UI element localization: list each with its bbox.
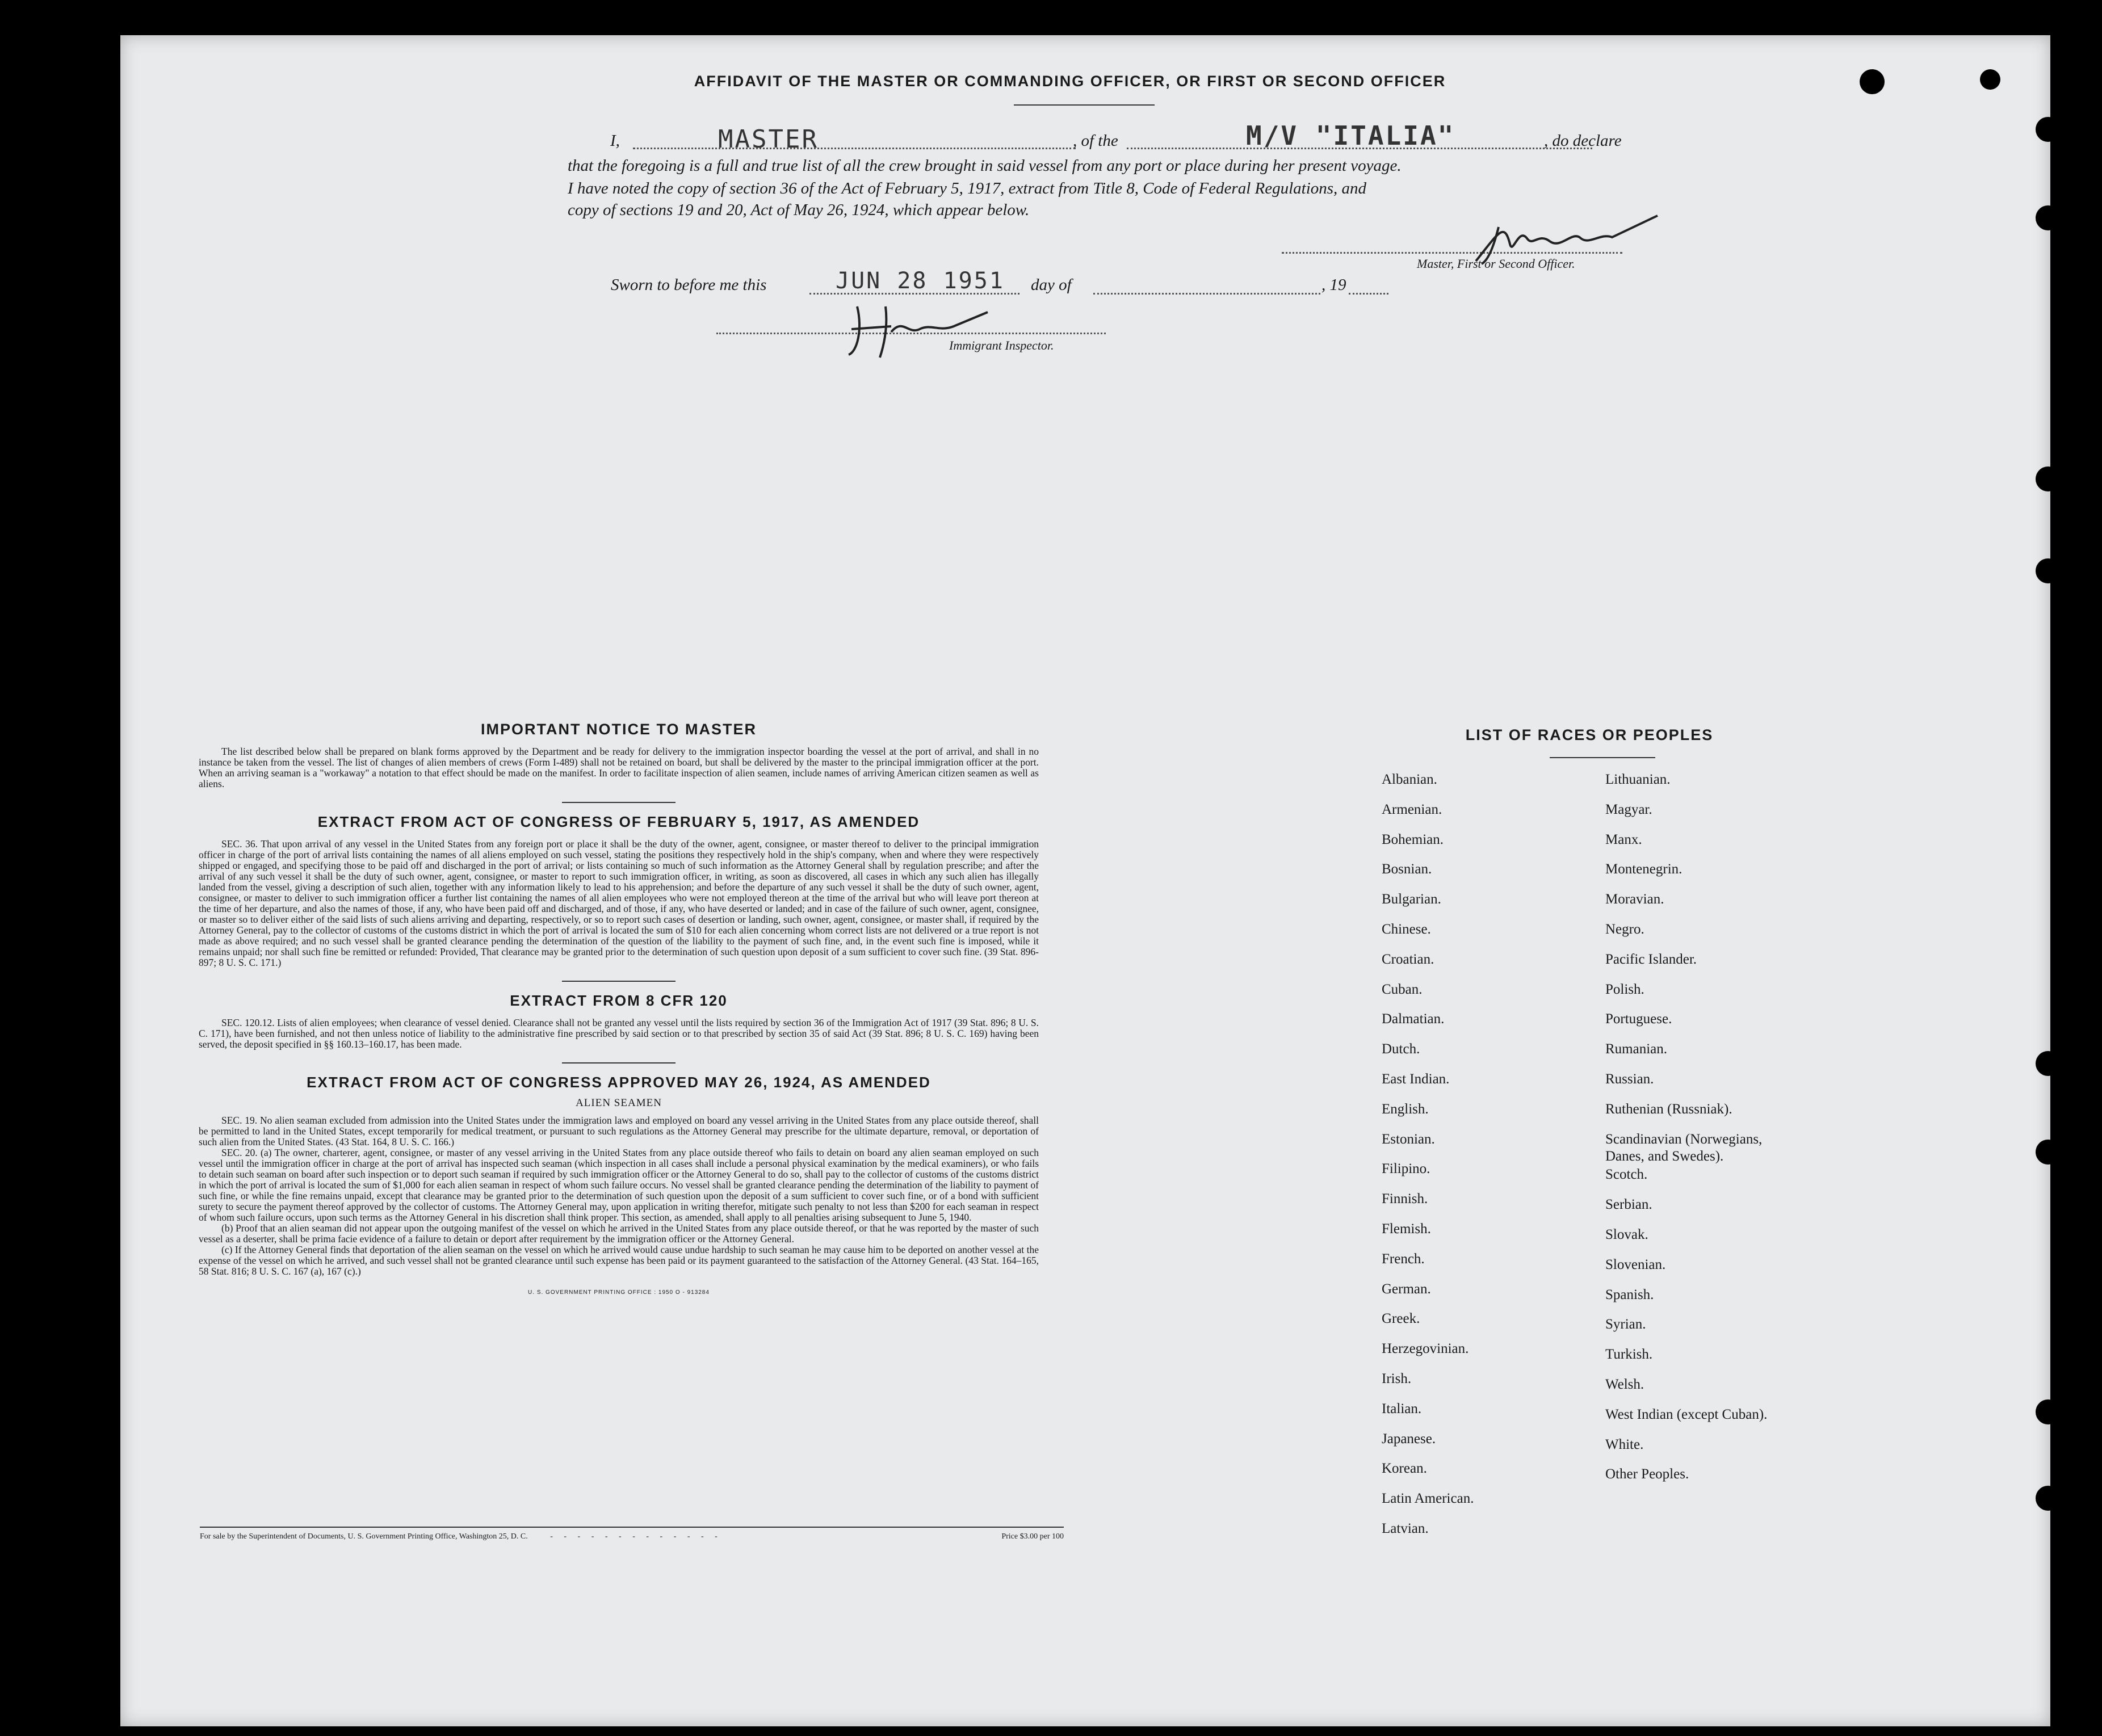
race-list-item: Italian. [1382,1401,1422,1416]
race-list-item: Albanian. [1382,772,1437,787]
race-list-item: Scotch. [1605,1167,1648,1182]
divider [562,802,676,803]
extract-1917-text: SEC. 36. That upon arrival of any vessel in the United States from any foreign port or place it shall be the duty of the owner, agent, consignee, or master thereof to deliver to the principal immigration officer in charge of the port of arrival lists containing the names of all aliens employed on such vessel, stating the positions they respectively hold in the ship's company, when and where they were respectively shipped or engaged, and specifying those to be paid off and discharged in the port of arrival; or lists containing so much of such information as the Attorney General shall by regulation prescribe; and after the arrival of any such vessel it shall be the duty of such owner, agent, consignee, or master to report to such immigration officer, in writing, as soon as discovered, all cases in which any such alien has illegally landed from the vessel, giving a description of such alien, together with any information likely to lead to his apprehension; and before the departure of any such vessel it shall be the duty of such owner, agent, consignee, or master to deliver to such immigration officer a further list containing the names of all alien employees who were not employed thereon at the time of the arrival but who will leave port thereon at the time of her departure, and also the names of those, if any, who have been paid off and discharged, and of those, if any, who have deserted or landed; and in case of the failure of such owner, agent, consignee, or master so to deliver either of the said lists of such aliens arriving and departing, respectively, or so to report such cases of desertion or landing, such owner, agent, consignee, or master shall, if required by the Attorney General, pay to the collector of customs of the customs district in which the port of arrival is located the sum of $10 for each alien concerning whom correct lists are not delivered or a true report is not made as above required; and no such vessel shall be granted clearance pending the determination of the question of the liability to the payment of such fine, and, in the event such fine is imposed, while it remains unpaid; nor shall such fine be remitted or refunded: Provided, That clearance may be granted prior to the determination of such question upon deposit of a sum sufficient to cover such fine. (39 Stat. 896-897; 8 U. S. C. 171.) [199,838,1039,968]
race-list-item: Dalmatian. [1382,1011,1445,1027]
race-list-item: Latin American. [1382,1491,1474,1506]
punch-hole [2036,558,2061,583]
race-list-item: Filipino. [1382,1161,1430,1176]
notices-column [199,721,1039,1296]
extract-1924-sec19: SEC. 19. No alien seaman excluded from admission into the United States under the immigration laws and employed on board any vessel arriving in the United States from any place outside thereof, shall be permitted to land in the United States, except temporarily for medical treatment, or pursuant to such regulations as the Attorney General may prescribe for the ultimate departure, removal, or deportation of such alien from the United States. (43 Stat. 164, 8 U. S. C. 166.) [199,1115,1039,1147]
race-list-item: Portuguese. [1605,1011,1672,1027]
of-the-label: , of the [1073,132,1118,150]
race-list-item: Montenegrin. [1605,861,1683,877]
race-list-item: Bohemian. [1382,832,1444,847]
race-list-item: Ruthenian (Russniak). [1605,1102,1732,1117]
races-left-column [1382,772,1597,1544]
divider [562,981,676,982]
race-list-item: Armenian. [1382,802,1442,817]
races-right-column [1605,772,1844,1544]
vessel-value: M/V "ITALIA" [1246,120,1455,151]
divider [1550,757,1655,758]
punch-hole [1980,69,2000,90]
do-declare-label: , do declare [1544,132,1622,150]
inspector-signature [840,295,993,363]
race-list-item: Bosnian. [1382,861,1432,877]
race-list-item: Dutch. [1382,1041,1420,1057]
sworn-prefix: Sworn to before me this [611,276,767,294]
punch-hole [2036,117,2061,142]
race-list-item: Spanish. [1605,1287,1654,1302]
race-list-item: Polish. [1605,982,1644,997]
affidavit-i: I, [610,132,620,150]
divider [562,1062,676,1064]
race-list-item: Slovak. [1605,1227,1648,1242]
race-list-item: Moravian. [1605,892,1664,907]
race-list-item: Latvian. [1382,1521,1429,1536]
extract-1924-title: EXTRACT FROM ACT OF CONGRESS APPROVED MAY 26, 1924, AS AMENDED [307,1074,931,1091]
divider [1014,104,1155,106]
race-list-item: Croatian. [1382,952,1434,967]
races-title: LIST OF RACES OR PEOPLES [1465,726,1714,743]
race-list-item: Scandinavian (Norwegians, [1605,1132,1763,1147]
race-list-item: Slovenian. [1605,1257,1666,1272]
race-list-item: Manx. [1605,832,1642,847]
race-list-item: Danes, and Swedes). [1605,1149,1724,1164]
affidavit-line-1 [610,120,1638,154]
day-of-label: day of [1031,276,1072,294]
price-text: Price $3.00 per 100 [1001,1532,1064,1541]
footer-dashes: - - - - - - - - - - - - - [550,1532,722,1541]
affidavit-title: AFFIDAVIT OF THE MASTER OR COMMANDING OFFICER, OR FIRST OR SECOND OFFICER [694,73,1446,90]
name-value: MASTER [718,125,819,154]
race-list-item: Magyar. [1605,802,1652,817]
race-list-item: Syrian. [1605,1317,1646,1332]
year-prefix: , 19 [1321,276,1346,294]
race-list-item: Finnish. [1382,1191,1428,1207]
race-list-item: Rumanian. [1605,1041,1668,1057]
extract-1924-sec20b: (b) Proof that an alien seaman did not appear upon the outgoing manifest of the vessel on which he arrived in the United States from any place outside thereof, or that he was reported by the master of such vessel as a deserter, shall be prima facie evidence of a failure to detain or deport after requirement by the immigration officer or the Attorney General. [199,1222,1039,1245]
notice-title: IMPORTANT NOTICE TO MASTER [481,721,757,738]
extract-cfr-title: EXTRACT FROM 8 CFR 120 [510,992,728,1009]
punch-hole [2036,205,2061,230]
footer-rule [200,1527,1064,1528]
gpo-imprint: U. S. GOVERNMENT PRINTING OFFICE : 1950 O - 913284 [528,1289,710,1296]
footer-line [200,1532,1064,1541]
extract-cfr-text: SEC. 120.12. Lists of alien employees; when clearance of vessel denied. Clearance shall not be granted any vessel until the lists required by section 36 of the Immigration Act of 1917 (39 Stat. 896; 8 U. S. C. 171), have been furnished, and not then unless notice of liability to the administrative fine prescribed by said section or to that prescribed by section 35 of said Act (39 Stat. 896; 8 U. S. C. 169) having been served, the deposit specified in §§ 160.13–160.17, has been made. [199,1017,1039,1050]
race-list-item: Cuban. [1382,982,1423,997]
race-list-item: French. [1382,1251,1425,1267]
race-list-item: Chinese. [1382,922,1431,937]
race-list-item: Bulgarian. [1382,892,1441,907]
race-list-item: Estonian. [1382,1132,1435,1147]
race-list-item: German. [1382,1281,1431,1297]
affidavit-line-2: that the foregoing is a full and true list of all the crew brought in said vessel from any port or place during her present voyage. [568,157,1402,175]
race-list-item: Japanese. [1382,1431,1436,1447]
affidavit-line-3: I have noted the copy of section 36 of the Act of February 5, 1917, extract from Title 8, Code of Federal Regulations, and [568,179,1367,197]
extract-1924-sec20a: SEC. 20. (a) The owner, charterer, agent, consignee, or master of any vessel arriving in the United States from any place outside thereof who fails to detain on board any alien seaman employed on such vessel until the immigration officer in charge at the port of arrival has inspected such seaman (which inspection in all cases shall include a personal physical examination by the medical examiners), or who fails to detain such seaman on board after such inspection or to deport such seaman if required by such immigration officer or the Attorney General to do so, shall pay to the collector of customs of the customs district in which the port of arrival is located the sum of $1,000 for each alien seaman in respect of whom such failure occurs. No vessel shall be granted clearance pending the determination of the liability to payment of such fine, or while the fine remains unpaid, except that clearance may be granted prior to the determination of such question upon the deposit of a sum sufficient to cover such fine, or of a bond with sufficient surety to secure the payment thereof approved by the collector of customs. The Attorney General may, upon application in writing therefor, mitigate such penalty to not less than $200 for each seaman in respect of whom such failure occurs, upon such terms as the Attorney General in his discretion shall think proper. This section, as amended, shall apply to all penalties arising subsequent to June 5, 1940. [199,1147,1039,1223]
punch-hole [2036,1051,2061,1076]
sworn-date-stamp: JUN 28 1951 [836,268,1005,294]
race-list-item: Welsh. [1605,1377,1644,1392]
race-list-item: East Indian. [1382,1071,1450,1087]
sworn-line [611,268,1394,295]
race-list-item: White. [1605,1437,1644,1452]
inspector-caption: Immigrant Inspector. [949,338,1054,352]
year-line [1349,293,1388,295]
extract-1924-subtitle: ALIEN SEAMEN [576,1097,662,1109]
extract-1924-sec20c: (c) If the Attorney General finds that deportation of the alien seaman on the vessel on which he arrived would cause undue hardship to such seaman he may cause him to be deported on another vessel at the expense of the vessel on which he arrived, and such vessel shall not be granted clearance until such expense has been paid or its payment guaranteed to the satisfaction of the Attorney General. (43 Stat. 164–165, 58 Stat. 816; 8 U. S. C. 167 (a), 167 (c).) [199,1244,1039,1277]
notice-text: The list described below shall be prepared on blank forms approved by the Department and be ready for delivery to the immigration inspector boarding the vessel at the port of arrival, and shall in no instance be taken from the vessel. The list of changes of alien members of crews (Form I-489) shall not be retained on board, but shall be delivered by the master to the principal immigration officer at the port. When an arriving seaman is a "workaway" a notation to that effect should be made on the manifest. In order to facilitate inspection of alien seamen, include names of arriving American citizen seamen as well as aliens. [199,746,1039,789]
extract-1917-title: EXTRACT FROM ACT OF CONGRESS OF FEBRUARY 5, 1917, AS AMENDED [317,813,920,830]
race-list-item: Irish. [1382,1371,1412,1386]
punch-hole [2036,1399,2061,1424]
race-list-item: Serbian. [1605,1197,1652,1212]
race-list-item: Turkish. [1605,1347,1653,1362]
punch-hole [2036,466,2061,491]
name-line [633,148,1076,149]
sale-text: For sale by the Superintendent of Documents, U. S. Government Printing Office, Washington 25, D. C. [200,1532,528,1541]
affidavit-line-4: copy of sections 19 and 20, Act of May 26, 1924, which appear below. [568,201,1030,219]
race-list-item: Pacific Islander. [1605,952,1697,967]
day-line [1093,293,1320,295]
race-list-item: Flemish. [1382,1221,1431,1237]
master-caption: Master, First or Second Officer. [1417,257,1575,271]
race-list-item: Herzegovinian. [1382,1341,1469,1356]
race-list-item: Lithuanian. [1605,772,1671,787]
race-list-item: West Indian (except Cuban). [1605,1407,1768,1422]
punch-hole [2036,1486,2061,1511]
race-list-item: Korean. [1382,1461,1427,1476]
race-list-item: Russian. [1605,1071,1654,1087]
race-list-item: Other Peoples. [1605,1466,1689,1482]
punch-hole [2036,1140,2061,1165]
race-list-item: Greek. [1382,1311,1420,1326]
race-list-item: Negro. [1605,922,1644,937]
race-list-item: English. [1382,1102,1429,1117]
